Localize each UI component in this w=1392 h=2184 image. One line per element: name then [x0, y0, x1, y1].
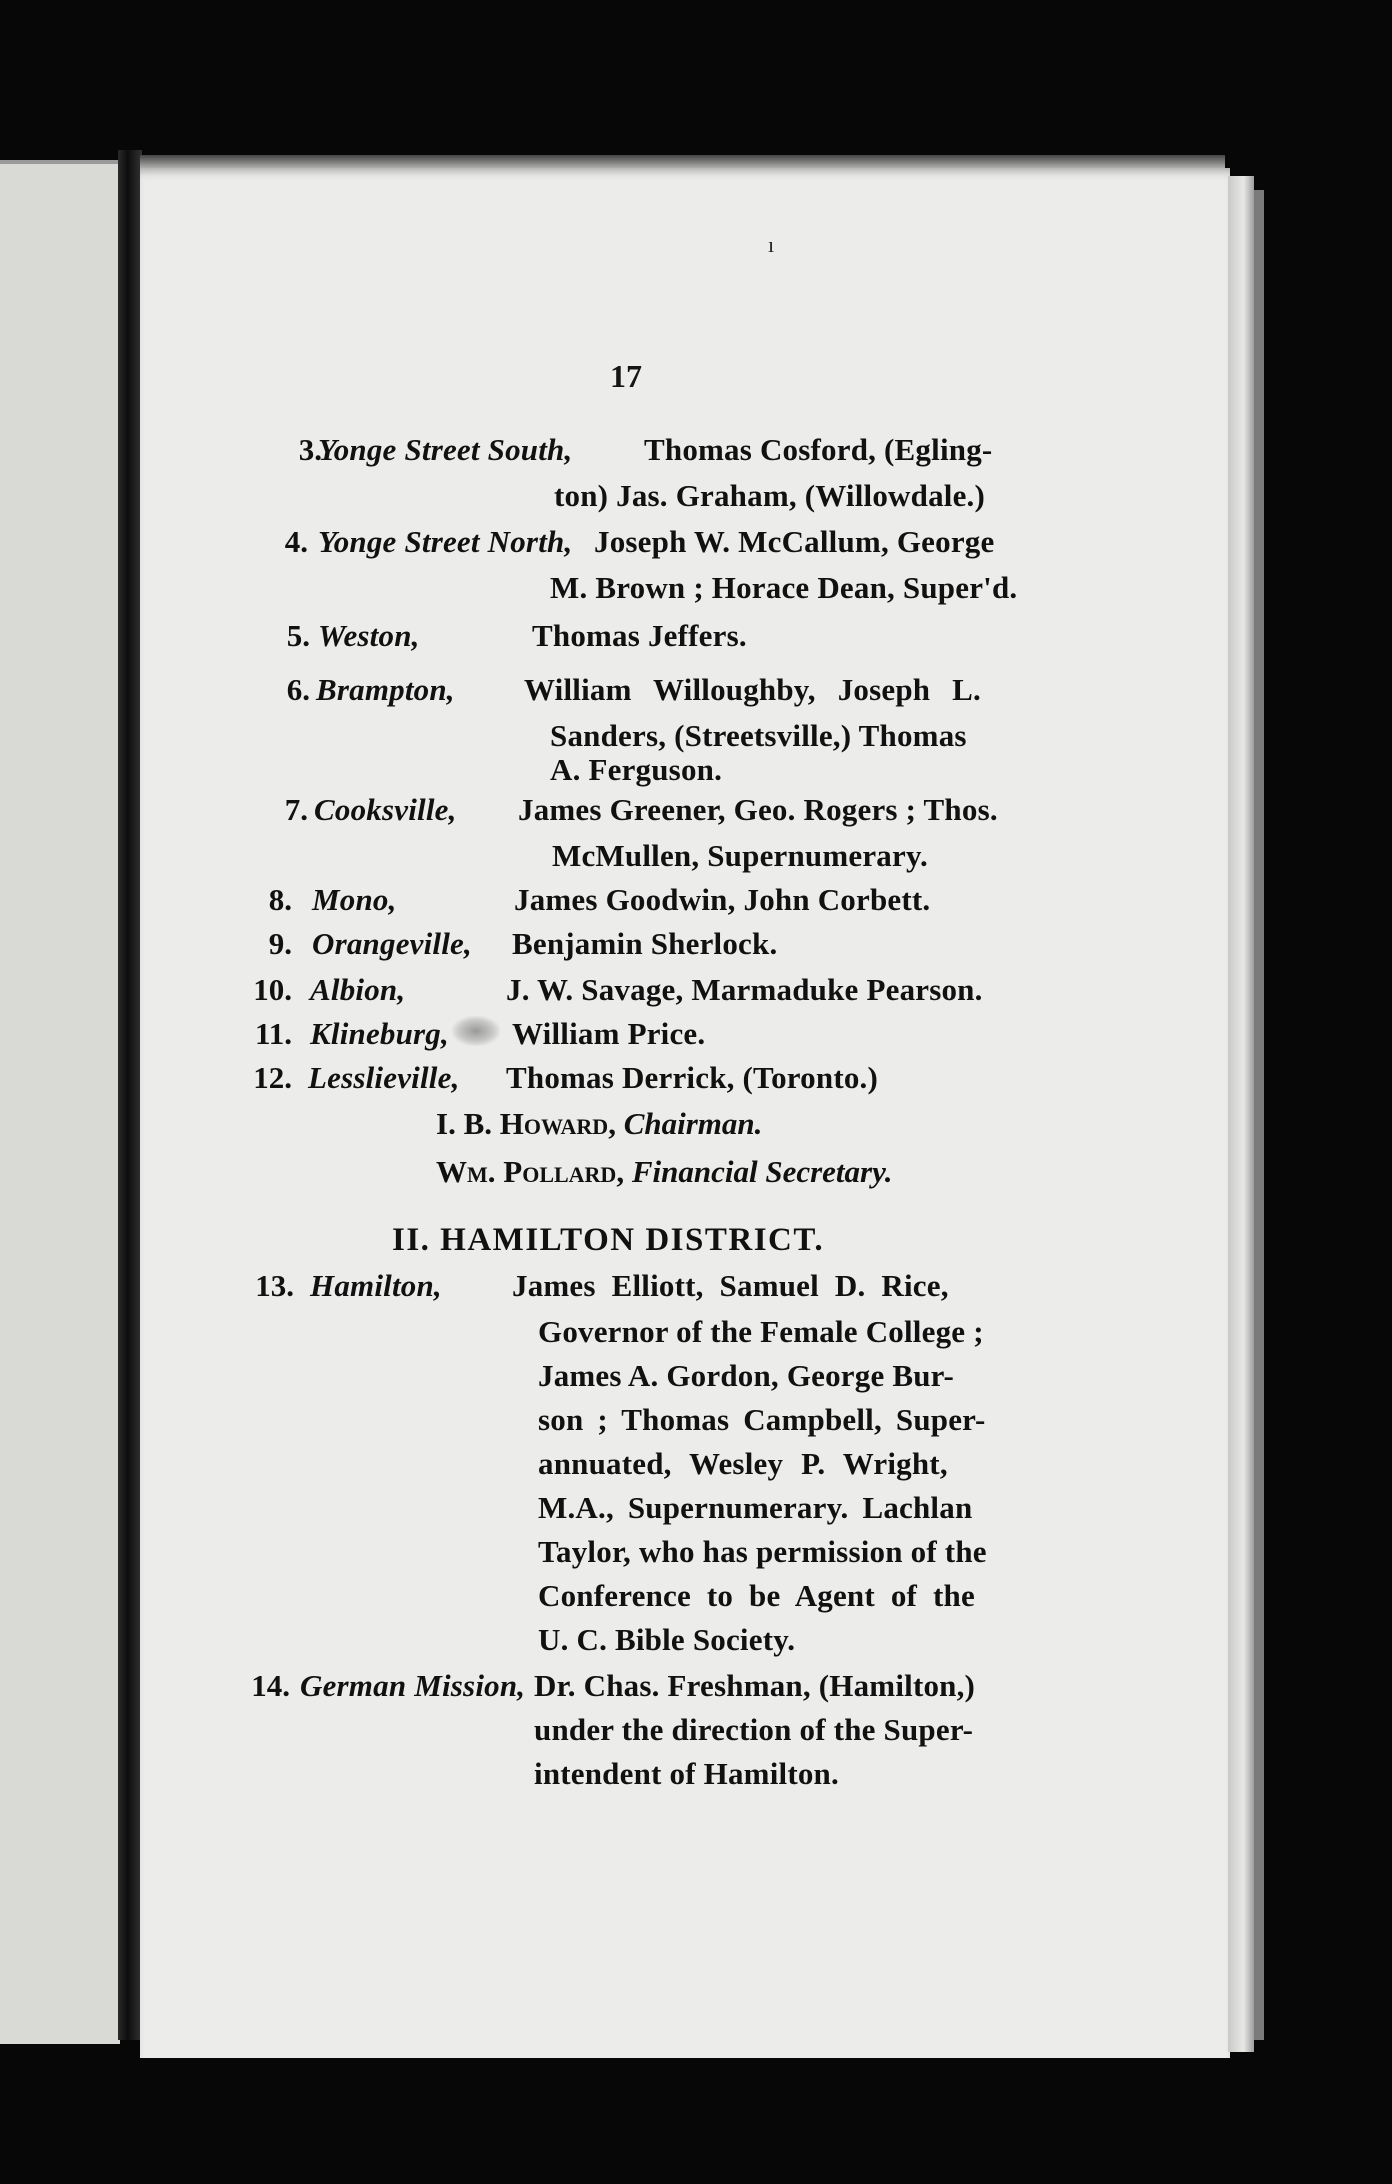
entry-place: Albion, — [310, 972, 406, 1007]
entry-line: James Goodwin, John Corbett. — [514, 882, 931, 917]
entry-line: Governor of the Female College ; — [538, 1314, 984, 1349]
entry-line: Sanders, (Streetsville,) Thomas — [550, 718, 967, 753]
entry-place: Orangeville, — [312, 926, 472, 961]
entry-line: Joseph W. McCallum, George — [594, 524, 995, 559]
entry-line: James Greener, Geo. Rogers ; Thos. — [518, 792, 998, 827]
entry-line: M. Brown ; Horace Dean, Super'd. — [550, 570, 1018, 605]
entry-line: Taylor, who has permission of the — [538, 1534, 987, 1569]
signatory-name: I. B. Howard, — [436, 1106, 616, 1141]
entry-line: William Willoughby, Joseph L. — [524, 672, 981, 707]
entry-place: Yonge Street North, — [318, 524, 573, 559]
entry-line: annuated, Wesley P. Wright, — [538, 1446, 948, 1481]
entry-line: McMullen, Supernumerary. — [552, 838, 928, 873]
signature-financial-secretary — [436, 1154, 892, 1190]
entry-line: intendent of Hamilton. — [534, 1756, 839, 1791]
entry-line: J. W. Savage, Marmaduke Pearson. — [506, 972, 983, 1007]
signatory-title: Financial Secretary. — [631, 1154, 893, 1189]
entry-line: M.A., Supernumerary. Lachlan — [538, 1490, 973, 1525]
entry-line: Thomas Cosford, (Egling- — [644, 432, 993, 467]
signatory-title: Chairman. — [623, 1106, 763, 1141]
entry-line: ton) Jas. Graham, (Willowdale.) — [554, 478, 986, 513]
entry-line: Conference to be Agent of the — [538, 1578, 975, 1613]
signatory-name: Wm. Pollard, — [436, 1154, 625, 1189]
entry-line: under the direction of the Super- — [534, 1712, 974, 1747]
entry-place: Lesslieville, — [308, 1060, 460, 1095]
page-top-edge — [140, 155, 1225, 169]
entry-place: Mono, — [312, 882, 397, 917]
ink-smudge — [452, 1016, 500, 1046]
entry-place: Brampton, — [316, 672, 455, 707]
entry-line: James A. Gordon, George Bur- — [538, 1358, 955, 1393]
entry-place: Yonge Street South, — [318, 432, 573, 467]
page-number: 17 — [610, 358, 642, 394]
entry-place: Klineburg, — [310, 1016, 449, 1051]
entry-line: Thomas Jeffers. — [532, 618, 747, 653]
entry-line: James Elliott, Samuel D. Rice, — [512, 1268, 949, 1303]
page-stack-edge — [1228, 176, 1254, 2052]
entry-place: Hamilton, — [310, 1268, 442, 1303]
ink-mark: ı — [768, 232, 775, 257]
district-heading: II. HAMILTON DISTRICT. — [392, 1222, 825, 1258]
entry-line: Thomas Derrick, (Toronto.) — [506, 1060, 879, 1095]
entry-line: son ; Thomas Campbell, Super- — [538, 1402, 986, 1437]
previous-page-edge — [0, 160, 120, 2044]
entry-line: William Price. — [512, 1016, 706, 1051]
entry-place: Weston, — [318, 618, 420, 653]
page-stack-shadow — [1254, 190, 1264, 2040]
entry-line: U. C. Bible Society. — [538, 1622, 796, 1657]
signature-chairman — [436, 1106, 762, 1142]
entry-line: Dr. Chas. Freshman, (Hamilton,) — [534, 1668, 976, 1703]
entry-line: A. Ferguson. — [550, 752, 723, 787]
entry-place: Cooksville, — [314, 792, 457, 827]
entry-place: German Mission, — [300, 1668, 526, 1703]
book-spine — [118, 150, 142, 2040]
entry-line: Benjamin Sherlock. — [512, 926, 778, 961]
